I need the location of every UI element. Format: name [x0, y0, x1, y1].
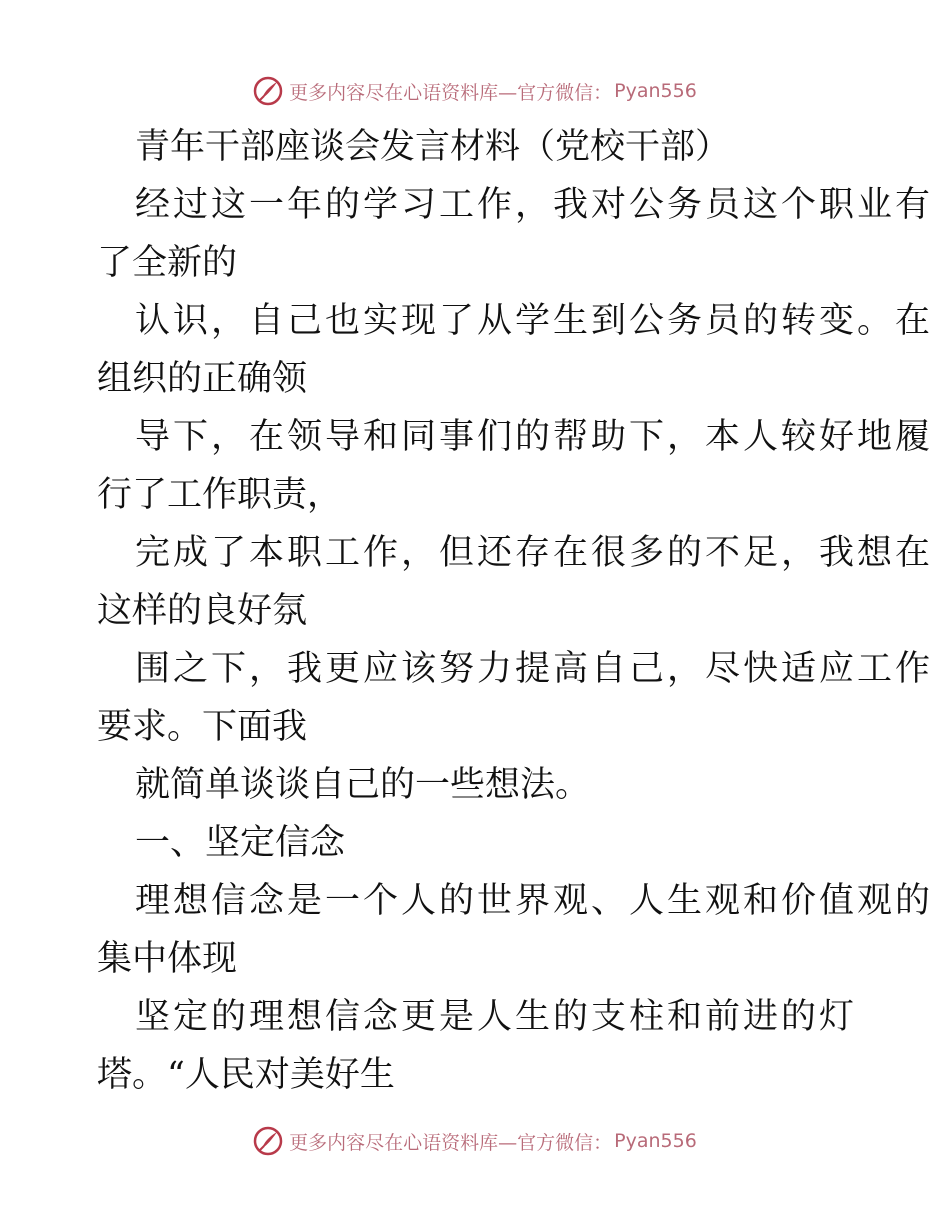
- watermark-wechat-id: Pyan556: [614, 1130, 697, 1152]
- header-watermark: [0, 71, 950, 111]
- paragraph-line: 经过这一年的学习工作，我对公务员这个职业有: [135, 185, 934, 225]
- quill-pen-logo-icon: [253, 1126, 283, 1156]
- paragraph-line: 围之下，我更应该努力提高自己，尽快适应工作: [135, 649, 934, 689]
- paragraph-line: 行了工作职责，: [97, 475, 343, 515]
- paragraph-line: 这样的良好氛: [97, 591, 308, 631]
- paragraph-line: 认识，自己也实现了从学生到公务员的转变。在: [135, 301, 934, 341]
- paragraph-line: 组织的正确领: [97, 359, 308, 399]
- footer-watermark: [0, 1121, 950, 1161]
- paragraph-line: 了全新的: [97, 243, 238, 283]
- paragraph-line: 导下，在领导和同事们的帮助下，本人较好地履: [135, 417, 934, 457]
- paragraph-line: 完成了本职工作，但还存在很多的不足，我想在: [135, 533, 934, 573]
- paragraph-line: 要求。下面我: [97, 707, 308, 747]
- paragraph-line: 集中体现: [97, 939, 238, 979]
- section-heading: 一、坚定信念: [135, 823, 346, 863]
- watermark-text: 更多内容尽在心语资料库—官方微信：: [289, 1131, 613, 1154]
- paragraph-line: 理想信念是一个人的世界观、人生观和价值观的: [135, 881, 934, 921]
- paragraph-line: 就简单谈谈自己的一些想法。: [135, 765, 591, 805]
- paragraph-line: 塔。“人民对美好生: [97, 1055, 395, 1095]
- document-title: 青年干部座谈会发言材料（党校干部）: [135, 127, 731, 167]
- quill-pen-logo-icon: [253, 76, 283, 106]
- paragraph-line: 坚定的理想信念更是人生的支柱和前进的灯: [135, 997, 858, 1037]
- watermark-text: 更多内容尽在心语资料库—官方微信：: [289, 81, 613, 104]
- watermark-wechat-id: Pyan556: [614, 80, 697, 102]
- document-body: [97, 118, 934, 1104]
